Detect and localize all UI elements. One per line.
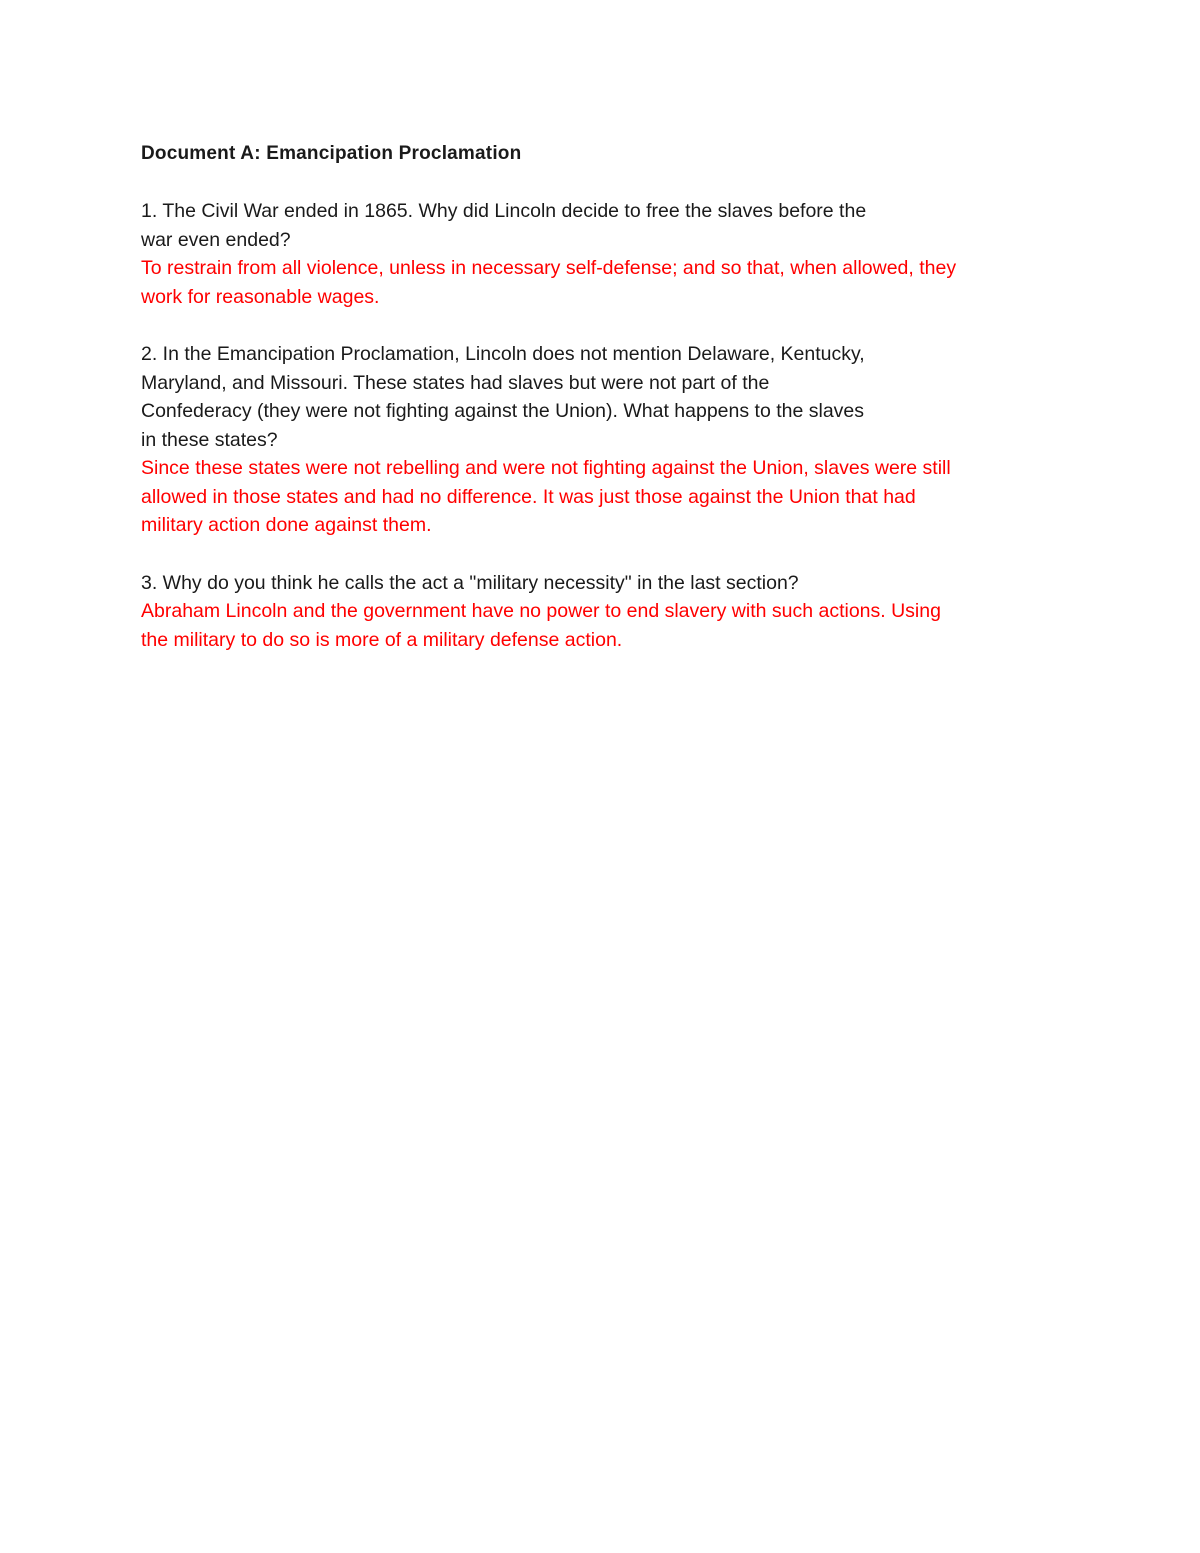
answer-line: the military to do so is more of a military defense action. [141, 628, 623, 651]
answer-3 [141, 597, 1061, 654]
question-line: 1. The Civil War ended in 1865. Why did Lincoln decide to free the slaves before the [141, 200, 867, 222]
question-line: in these states? [141, 428, 278, 451]
question-1 [141, 197, 1061, 254]
answer-2 [141, 454, 1061, 540]
question-block-1 [141, 197, 1061, 311]
question-2 [141, 340, 1061, 454]
answer-line: To restrain from all violence, unless in necessary self-defense; and so that, when allowed, they [141, 257, 957, 279]
question-block-3 [141, 569, 1061, 655]
question-line: 3. Why do you think he calls the act a "military necessity" in the last section? [141, 571, 799, 594]
answer-line: military action done against them. [141, 514, 432, 536]
question-line: Maryland, and Missouri. These states had slaves but were not part of the [141, 371, 770, 394]
document-title: Document A: Emancipation Proclamation [141, 143, 522, 164]
answer-line: Abraham Lincoln and the government have no power to end slavery with such actions. Using [141, 600, 941, 622]
question-line: war even ended? [141, 228, 291, 251]
question-line: Confederacy (they were not fighting against the Union). What happens to the slaves [141, 400, 865, 422]
document-page [141, 140, 1061, 683]
question-line: 2. In the Emancipation Proclamation, Lincoln does not mention Delaware, Kentucky, [141, 343, 865, 365]
answer-1 [141, 254, 1061, 311]
question-3 [141, 569, 1061, 598]
answer-line: work for reasonable wages. [141, 285, 380, 308]
answer-line: Since these states were not rebelling and were not fighting against the Union, slaves were still [141, 457, 951, 479]
question-block-2 [141, 340, 1061, 540]
answer-line: allowed in those states and had no difference. It was just those against the Union that had [141, 485, 916, 508]
